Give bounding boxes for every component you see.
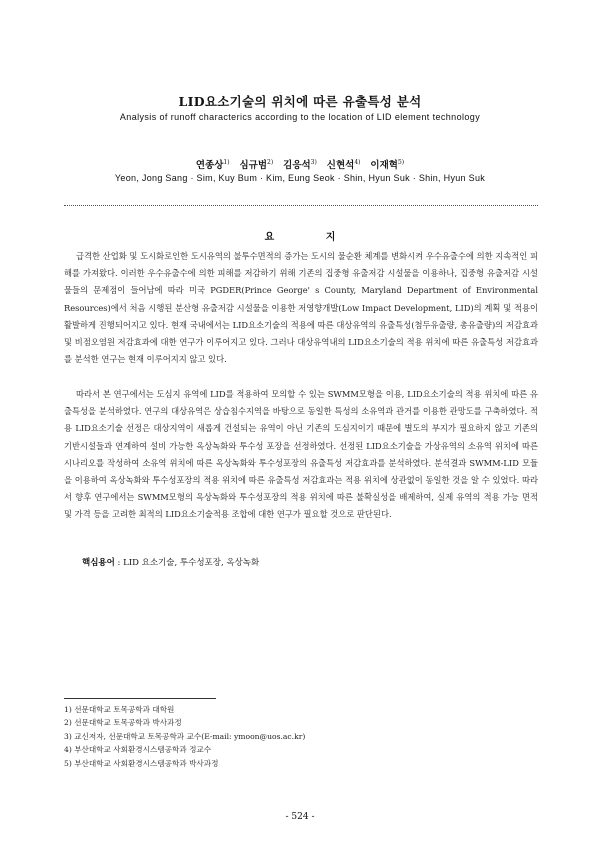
authors-korean	[0, 157, 600, 171]
keywords-label: 핵심용어	[82, 558, 115, 568]
author-mark: 5)	[397, 158, 405, 166]
author-mark: 2)	[267, 158, 274, 166]
footnote: 5) 부산대학교 사회환경시스템공학과 박사과정	[64, 758, 219, 768]
keywords-text: LID 요소기술, 투수성포장, 옥상녹화	[123, 558, 260, 568]
author-name: 심규범	[239, 160, 268, 171]
footnotes	[64, 703, 538, 770]
abstract-paragraph: 따라서 본 연구에서는 도심지 유역에 LID를 적용하여 모의할 수 있는 SWMM모형을 이용, LID요소기술의 적용 위치에 따른 유출특성을 분석하였다. 연구의 대상유역은 상습침수지역을 바탕으로 동일한 특성의 소유역과 관거를 이용한 관망도를 구축하였다. 적용 LID요소기술 선정은 대상지역이 새롭게 건설되는 유역이 아닌 기존의 도심지이기 때문에 별도의 부지가 필요하지 않고 기존의 기반시설들과 연계하여 설비 가능한 옥상녹화와 투수성 포장을 선정하였다. 선정된 LID요소기술을 가상유역의 소유역 위치에 따른 시나리오를 작성하여 소유역 위치에 따른 옥상녹화와 투수성포장의 유출특성 저감효과를 분석하였다. 분석결과 SWMM-LID 모듈을 이용하여 옥상녹화와 투수성포장의 적용 위치에 따른 유출특성 저감효과는 적용 위치에 상관없이 동일한 것을 알 수 있었다. 따라서 향후 연구에서는 SWMM모형의 옥상녹화와 투수성포장의 적용 위치에 따른 불확실성을 배제하여, 실제 유역의 적용 가능 면적 및 가격 등을 고려한 최적의 LID요소기술적용 조합에 대한 연구가 필요할 것으로 판단된다.	[64, 389, 538, 520]
author-mark: 1)	[223, 158, 230, 166]
section-divider	[64, 205, 538, 206]
authors-english: Yeon, Jong Sang · Sim, Kuy Bum · Kim, Eung Seok · Shin, Hyun Suk · Shin, Hyun Suk	[114, 173, 486, 183]
author-name: 이재혁	[370, 160, 398, 171]
keywords	[82, 556, 522, 568]
keywords-separator: :	[114, 558, 124, 568]
footnote: 1) 선문대학교 토목공학과 대학원	[64, 705, 175, 714]
page-number: - 524 -	[285, 812, 315, 822]
author-name: 연종상	[195, 160, 224, 171]
author-mark: 4)	[354, 158, 361, 166]
author-name: 김응석	[283, 160, 311, 171]
footnote-rule	[64, 698, 216, 699]
paper-title-english: Analysis of runoff characterics according to the location of LID element technology	[119, 112, 481, 122]
abstract-paragraph: 급격한 산업화 및 도시화로인한 도시유역의 불투수면적의 증가는 도시의 물순환 체계를 변화시켜 우수유출수에 의한 지속적인 피해를 가져왔다. 이러한 우수유출수에 의한 피해를 저감하기 위해 기존의 집중형 유출저감 시설물을 이용하나, 집중형 유출저감 시설물들의 문제점이 들어남에 따라 미국 PGDER(Prince George' s County, Maryland Department of Environmental Resources)에서 처음 시행된 분산형 유출저감 시설물을 이용한 저영향개발(Low Impact Development, LID)의 계획 및 적용이 활발하게 진행되어지고 있다. 현재 국내에서는 LID요소기술의 적용에 따른 대상유역의 유출특성(첨두유출량, 총유출량)의 저감효과 및 비점오염원 저감효과에 대한 연구가 이루어지고 있다. 그러나 대상유역내의 LID요소기술의 적용 위치에 따른 유출특성 저감효과를 분석한 연구는 현재 이루어지지 않고 있다.	[64, 251, 538, 365]
paper-title-korean: LID요소기술의 위치에 따른 유출특성 분석	[178, 94, 422, 109]
footnote: 3) 교신저자, 선문대학교 토목공학과 교수(E-mail: ymoon@uos.ac.kr)	[64, 731, 306, 741]
abstract-heading: 요 지	[264, 232, 360, 243]
footnote: 2) 선문대학교 토목공학과 박사과정	[64, 718, 182, 728]
author-mark: 3)	[310, 158, 317, 166]
footnote: 4) 부산대학교 사회환경시스템공학과 정교수	[64, 745, 212, 755]
author-name: 신현석	[326, 160, 355, 171]
